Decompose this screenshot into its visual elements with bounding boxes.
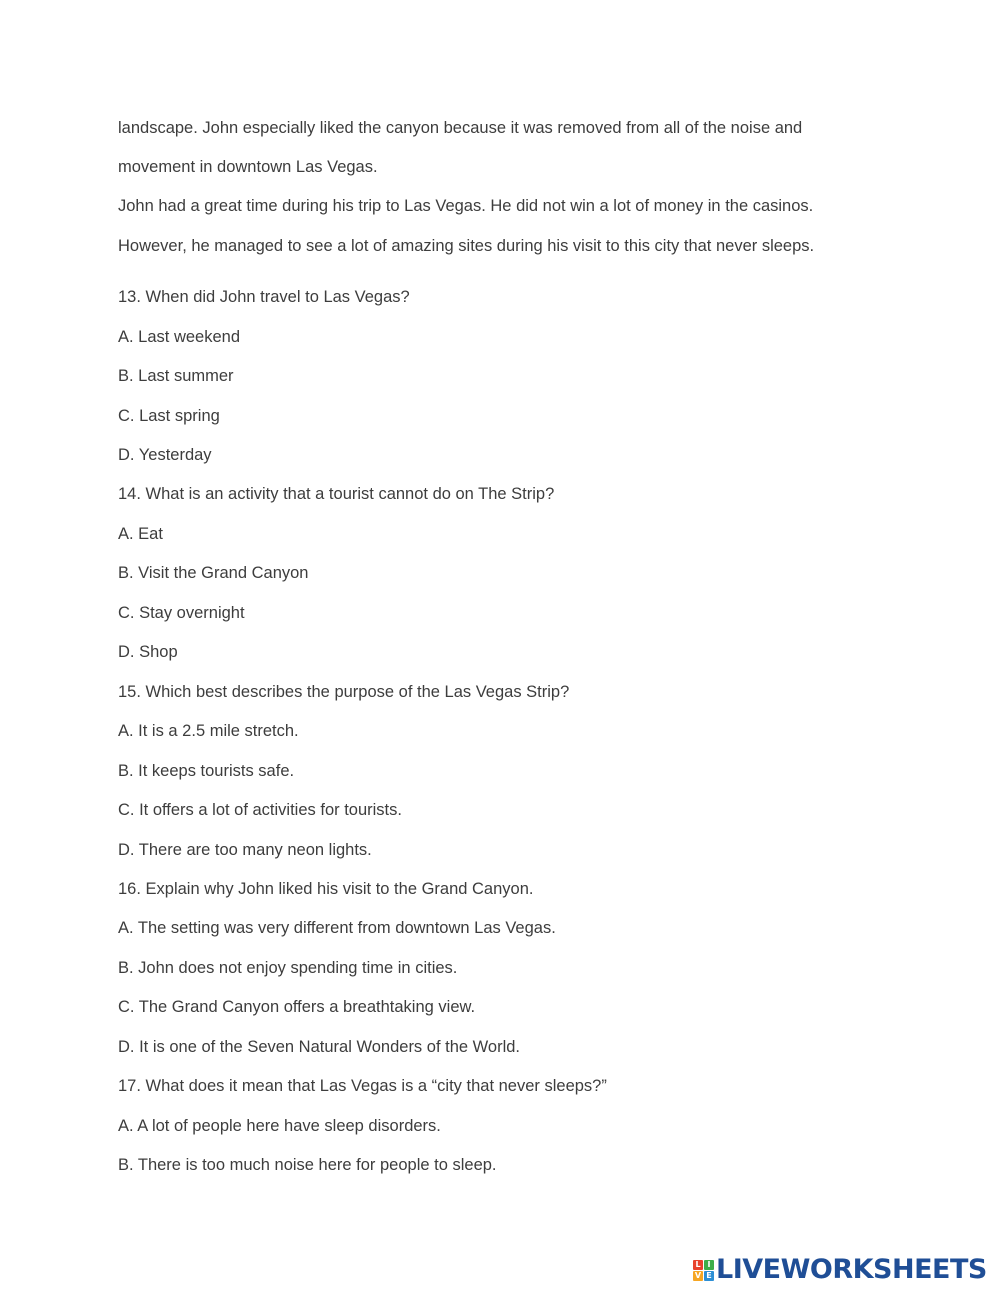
question-16-option-c[interactable]: C. The Grand Canyon offers a breathtaking view. <box>118 998 476 1016</box>
logo-letter-i: I <box>704 1260 714 1270</box>
question-17-prompt: 17. What does it mean that Las Vegas is a “city that never sleeps?” <box>118 1077 607 1095</box>
question-15-option-b[interactable]: B. It keeps tourists safe. <box>118 762 295 780</box>
question-14-option-b[interactable]: B. Visit the Grand Canyon <box>118 564 309 582</box>
question-17-option-a[interactable]: A. A lot of people here have sleep disorders. <box>118 1117 441 1135</box>
question-13-option-b[interactable]: B. Last summer <box>118 367 234 385</box>
question-14-option-d[interactable]: D. Shop <box>118 643 178 661</box>
logo-letter-v: V <box>694 1270 702 1280</box>
question-13-option-d[interactable]: D. Yesterday <box>118 446 212 464</box>
question-16-prompt: 16. Explain why John liked his visit to the Grand Canyon. <box>118 880 534 898</box>
question-13-prompt: 13. When did John travel to Las Vegas? <box>118 288 410 306</box>
logo-letter-l: L <box>693 1260 703 1270</box>
question-16-option-d[interactable]: D. It is one of the Seven Natural Wonders of the World. <box>118 1038 521 1056</box>
logo-letter-e: E <box>704 1271 714 1281</box>
liveworksheets-logo <box>693 1254 987 1286</box>
question-14-prompt: 14. What is an activity that a tourist cannot do on The Strip? <box>118 485 555 503</box>
question-17-option-b[interactable]: B. There is too much noise here for people to sleep. <box>118 1156 497 1174</box>
question-16-option-a[interactable]: A. The setting was very different from downtown Las Vegas. <box>118 919 556 937</box>
question-14-option-c[interactable]: C. Stay overnight <box>118 604 245 622</box>
question-13-option-c[interactable]: C. Last spring <box>118 407 220 425</box>
question-16-option-b[interactable]: B. John does not enjoy spending time in cities. <box>118 959 458 977</box>
question-13-option-a[interactable]: A. Last weekend <box>118 328 240 346</box>
question-14-option-a[interactable]: A. Eat <box>118 525 163 543</box>
question-15-option-d[interactable]: D. There are too many neon lights. <box>118 841 372 859</box>
question-15-option-c[interactable]: C. It offers a lot of activities for tourists. <box>118 801 402 819</box>
passage-line: John had a great time during his trip to Las Vegas. He did not win a lot of money in the casinos. <box>118 197 814 215</box>
question-15-option-a[interactable]: A. It is a 2.5 mile stretch. <box>118 722 299 740</box>
passage-line: However, he managed to see a lot of amazing sites during his visit to this city that never sleeps. <box>118 237 815 255</box>
passage-line: movement in downtown Las Vegas. <box>118 158 378 176</box>
liveworksheets-logo-icon <box>693 1260 714 1281</box>
passage-line: landscape. John especially liked the canyon because it was removed from all of the noise and <box>118 119 803 137</box>
logo-wordmark: LIVEWORKSHEETS <box>716 1254 987 1285</box>
question-15-prompt: 15. Which best describes the purpose of the Las Vegas Strip? <box>118 683 570 701</box>
